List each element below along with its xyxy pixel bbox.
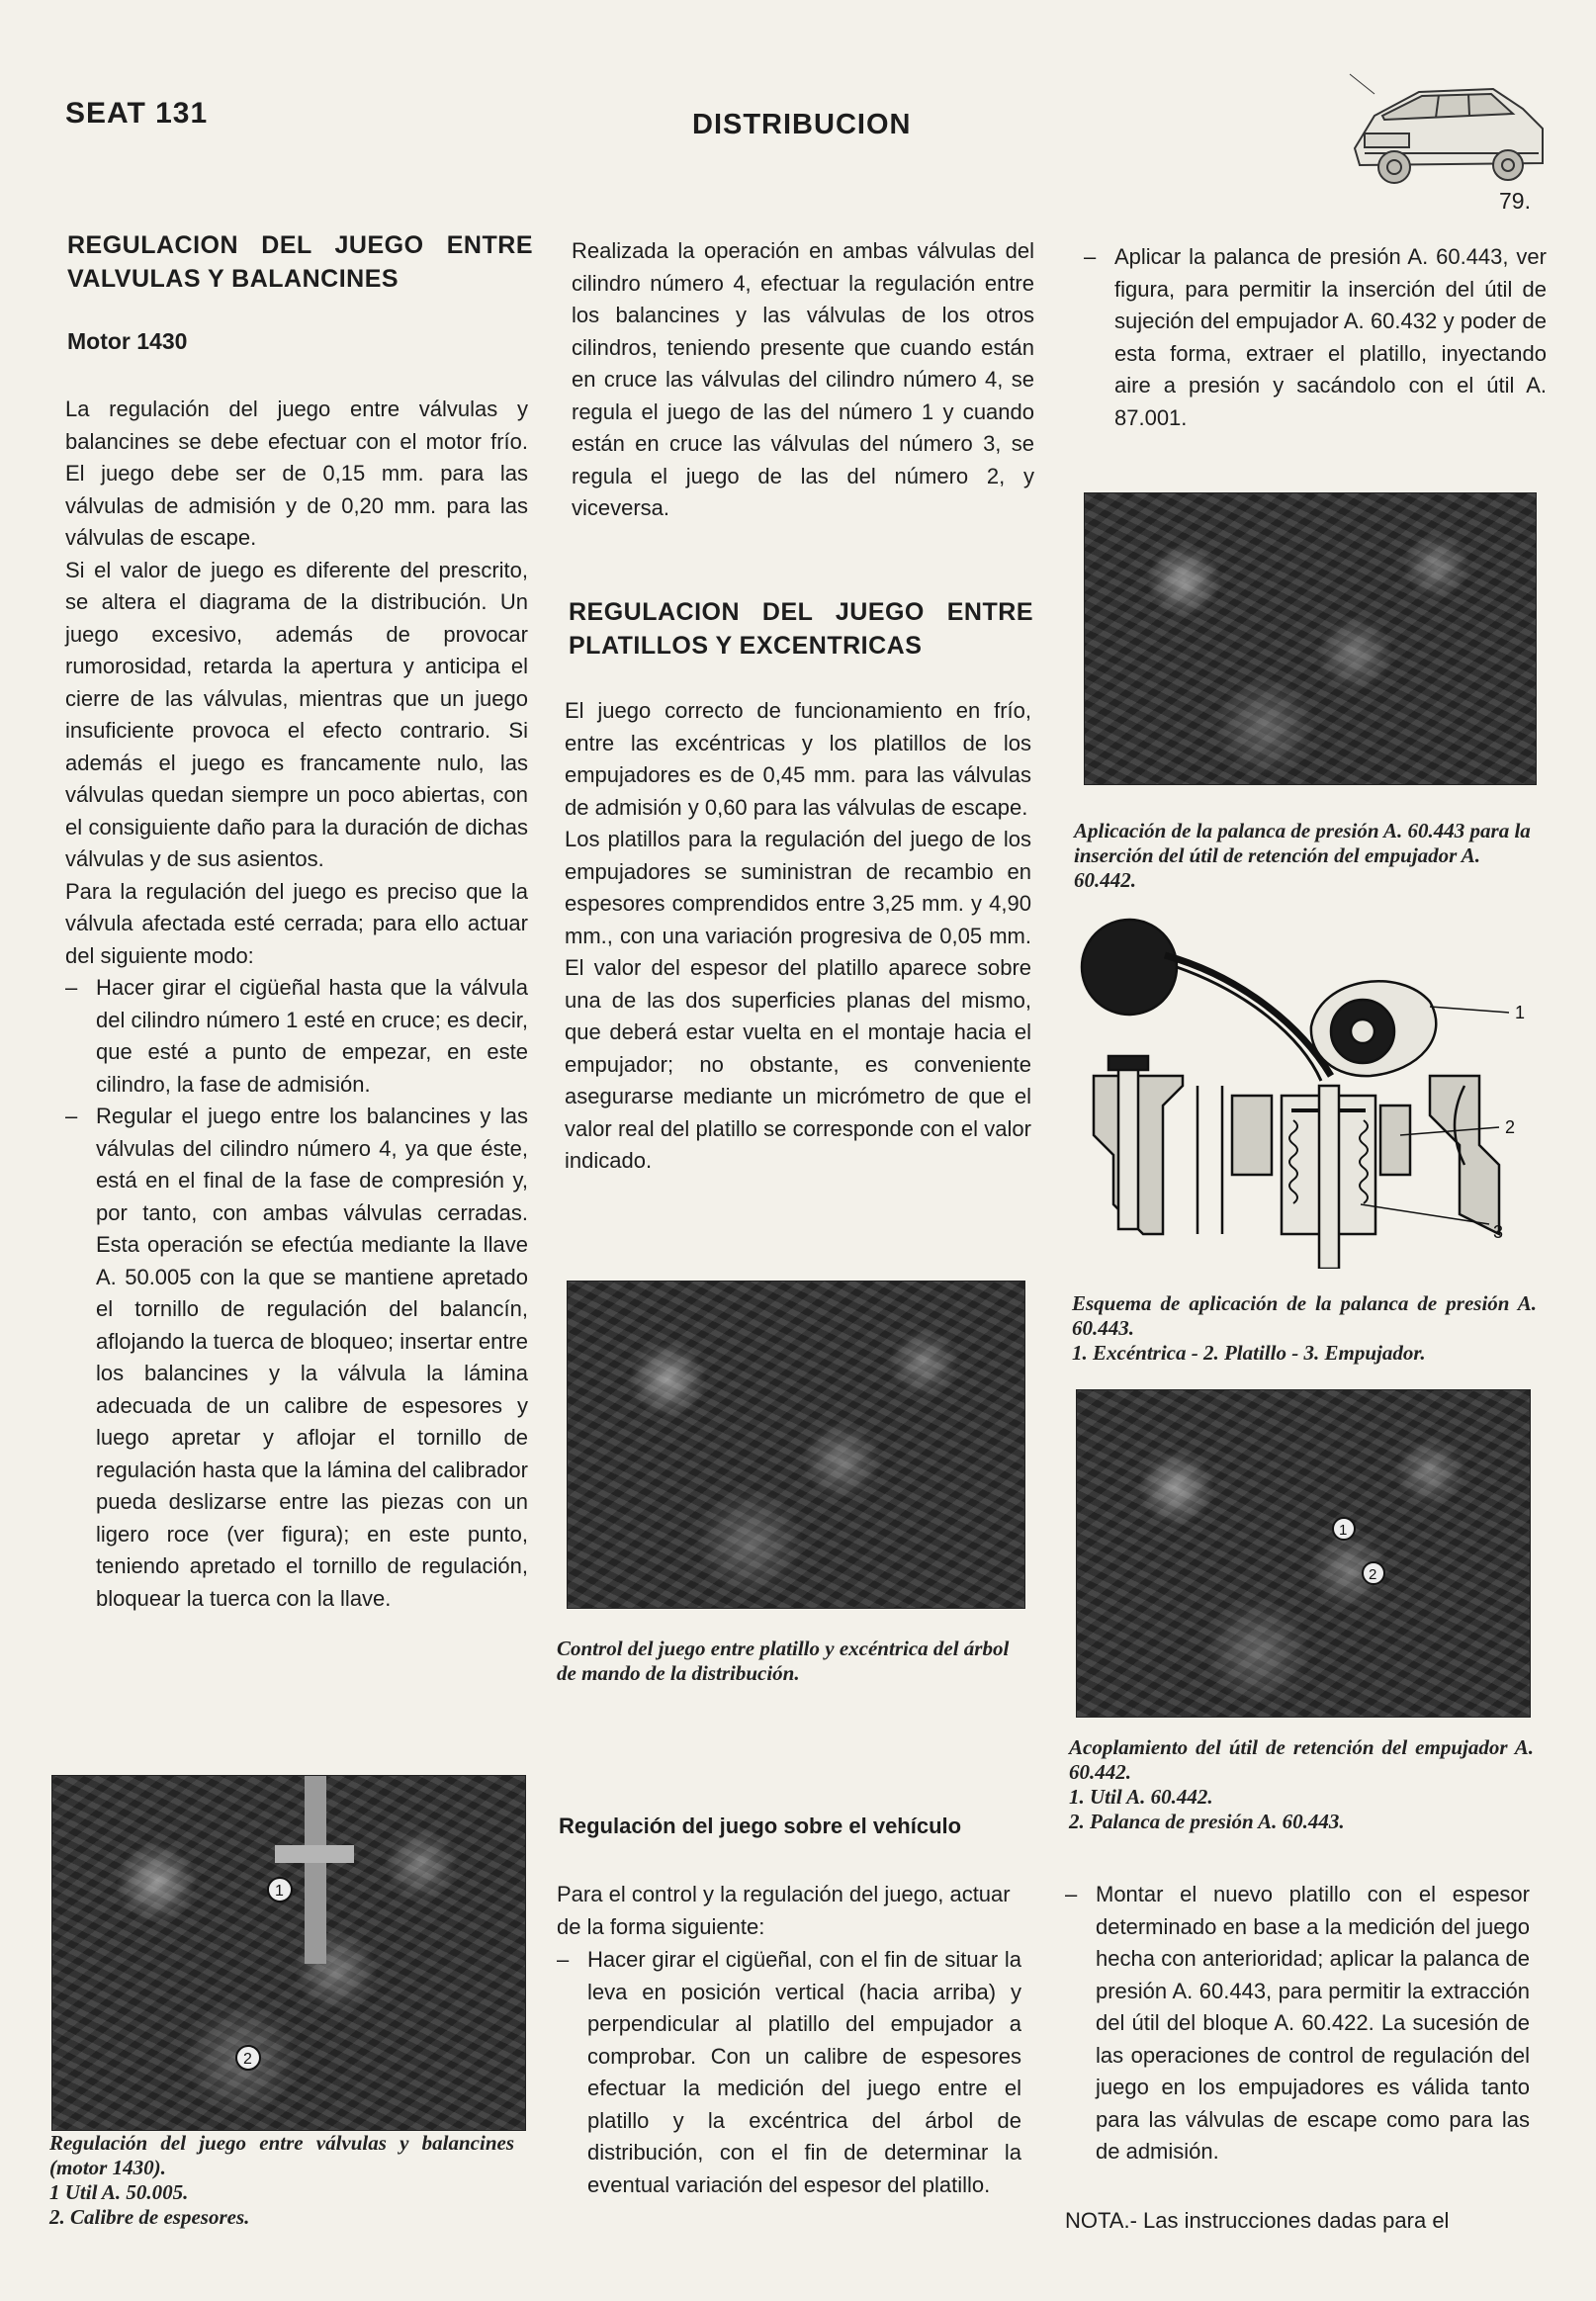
tappet-diagram	[1074, 908, 1539, 1269]
caption-line: Esquema de aplicación de la palanca de presión A. 60.443.	[1072, 1291, 1537, 1340]
caption-line: 2. Calibre de espesores.	[49, 2205, 250, 2229]
col1-heading: REGULACION DEL JUEGO ENTRE VALVULAS Y BALANCINES	[67, 231, 533, 293]
col2-list	[557, 1944, 1021, 2201]
paragraph: Los platillos para la regulación del juego de los empujadores se suministran de recambio en espesores comprendidos entre 3,25 mm. y 4,90 mm., con una variación progresiva de 0,05 mm. El valor del espesor del platillo aparece sobre una de las dos superficies planas del mismo, que deberá estar vuelta en el montaje hacia el empujador; no obstante, es conveniente asegurarse mediante un micrómetro de que el valor real del platillo se corresponde con el valor indicado.	[565, 827, 1031, 1173]
list-item: – Hacer girar el cigüeñal hasta que la válvula del cilindro número 1 esté en cruce; es decir, que esté a punto de empezar, en este cilindro, la fase de admisión.	[65, 972, 528, 1101]
col1-subheading: Motor 1430	[67, 328, 188, 354]
photo-pressure-lever	[1084, 492, 1537, 785]
svg-text:2: 2	[243, 2051, 252, 2068]
col2-intro: Realizada la operación en ambas válvulas del cilindro número 4, efectuar la regulación entre los balancines y las válvulas de los otros cilindros, teniendo presente que cuando están en cruce las válvulas del cilindro número 4, se regula el juego de las del número 1 y cuando están en cruce las válvulas del número 3, se regula el juego de las del número 2, y viceversa.	[572, 238, 1034, 520]
caption-line: 2. Palanca de presión A. 60.443.	[1069, 1810, 1345, 1833]
col2-para2: Para el control y la regulación del juego, actuar de la forma siguiente:	[557, 1882, 1011, 1939]
col2-text	[565, 695, 1031, 1178]
caption-line: Acoplamiento del útil de retención del empujador A. 60.442.	[1069, 1735, 1534, 1784]
svg-text:1: 1	[1339, 1522, 1348, 1539]
col2-figure-caption: Control del juego entre platillo y excéntrica del árbol de mando de la distribución.	[557, 1637, 1010, 1685]
diagram-label-1: 1	[1515, 1003, 1526, 1022]
car-illustration	[1345, 54, 1552, 203]
col3-caption2	[1072, 1291, 1537, 1366]
col1-text	[65, 394, 528, 1615]
col3-caption1: Aplicación de la palanca de presión A. 60.443 para la inserción del útil de retención del empujador A. 60.442.	[1074, 819, 1531, 892]
paragraph: Para la regulación del juego es preciso que la válvula afectada esté cerrada; para ello actuar del siguiente modo:	[65, 878, 528, 968]
header-model: SEAT 131	[65, 97, 209, 130]
paragraph: El juego correcto de funcionamiento en frío, entre las excéntricas y los platillos de los empujadores es de 0,45 mm. para las válvulas de admisión y 0,60 para las válvulas de escape.	[565, 698, 1031, 820]
photo-clearance-check	[567, 1281, 1025, 1609]
page-number: 79.	[1499, 188, 1531, 214]
col3-list-top	[1084, 241, 1547, 434]
list-item: – Aplicar la palanca de presión A. 60.443, ver figura, para permitir la inserción del útil de sujeción del empujador A. 60.432 y poder de esta forma, extraer el platillo, inyectando aire a presión y sacándolo con el útil A. 87.001.	[1084, 241, 1547, 434]
photo-retention-tool	[1076, 1389, 1531, 1718]
col2-subheading: Regulación del juego sobre el vehículo	[559, 1814, 962, 1838]
col3-list-bottom	[1065, 1879, 1530, 2168]
diagram-label-2: 2	[1505, 1117, 1516, 1137]
list-item: – Regular el juego entre los balancines y las válvulas del cilindro número 4, ya que éste, está en el final de la fase de compresión y, por tanto, con ambas válvulas cerradas. Esta operación se efectúa mediante la llave A. 50.005 con la que se mantiene apretado el tornillo de regulación del balancín, aflojando la tuerca de bloqueo; insertar entre los balancines y la válvula la lámina adecuada de un calibre de espesores y luego apretar y aflojar el tornillo de regulación hasta que la lámina del calibrador pueda deslizarse entre las piezas con un ligero roce (ver figura); en este punto, teniendo apretado el tornillo de regulación, bloquear la tuerca con la llave.	[65, 1101, 528, 1615]
procedure-list	[65, 972, 528, 1615]
col1-figure-caption	[49, 2131, 514, 2230]
caption-line: 1. Util A. 60.442.	[1069, 1785, 1213, 1809]
col2-heading: REGULACION DEL JUEGO ENTRE PLATILLOS Y EXCENTRICAS	[569, 598, 1033, 660]
caption-line: 1. Excéntrica - 2. Platillo - 3. Empujador.	[1072, 1341, 1426, 1365]
diagram-label-3: 3	[1493, 1222, 1504, 1242]
caption-line: 1 Util A. 50.005.	[49, 2180, 189, 2204]
paragraph: Si el valor de juego es diferente del prescrito, se altera el diagrama de la distribución. Un juego excesivo, además de provocar rumorosidad, retarda la apertura y anticipa el cierre de las válvulas, mientras que un juego insuficiente provoca el efecto contrario. Si además el juego es francamente nulo, las válvulas quedan siempre un poco abiertas, con el consiguiente daño para la duración de dichas válvulas y de sus asientos.	[65, 557, 528, 871]
photo-valve-adjustment	[51, 1775, 526, 2131]
col3-nota: NOTA.- Las instrucciones dadas para el	[1065, 2208, 1450, 2233]
header-section: DISTRIBUCION	[692, 109, 912, 140]
photo-markers	[52, 1776, 525, 2130]
paragraph: La regulación del juego entre válvulas y balancines se debe efectuar con el motor frío. El juego debe ser de 0,15 mm. para las válvulas de admisión y de 0,20 mm. para las válvulas de escape.	[65, 397, 528, 550]
list-item: – Montar el nuevo platillo con el espesor determinado en base a la medición del juego hecha con anterioridad; aplicar la palanca de presión A. 60.443, para permitir la extracción del útil del bloque A. 60.422. La sucesión de las operaciones de control de regulación del juego en los empujadores es válida tanto para las válvulas de escape como para las de admisión.	[1065, 1879, 1530, 2168]
photo-markers	[1077, 1390, 1530, 1717]
col3-caption3	[1069, 1735, 1534, 1834]
caption-line: Regulación del juego entre válvulas y balancines (motor 1430).	[49, 2131, 514, 2179]
svg-text:2: 2	[1369, 1566, 1377, 1583]
svg-text:1: 1	[275, 1883, 284, 1900]
list-item: – Hacer girar el cigüeñal, con el fin de situar la leva en posición vertical (hacia arriba) y perpendicular al platillo del empujador a comprobar. Con un calibre de espesores efectuar la medición del juego entre el platillo y la excéntrica del árbol de distribución, con el fin de determinar la eventual variación del espesor del platillo.	[557, 1944, 1021, 2201]
